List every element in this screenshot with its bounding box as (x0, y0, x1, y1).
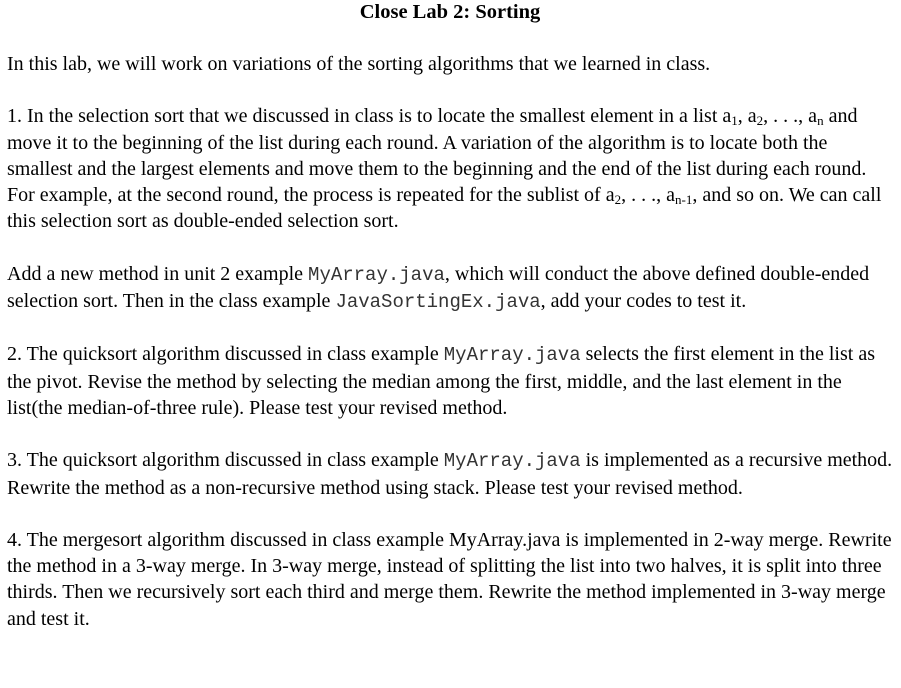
item-2-paragraph (7, 341, 893, 421)
item-3-text-b: is implemented as a recursive method. Rewrite the method as a non-recursive method using stack. Please test your revised method. (7, 449, 893, 499)
code-javasortingex: JavaSortingEx.java (335, 291, 541, 314)
item-1-text-f: , and so on. We can call this selection sort as double-ended selection sort. (7, 184, 882, 233)
code-myarray: MyArray.java (308, 263, 445, 286)
intro-text: In this lab, we will work on variations of the sorting algorithms that we learned in class. (7, 53, 711, 75)
item-1-paragraph (7, 103, 893, 234)
subscript-2: 2 (756, 113, 764, 129)
code-myarray-2: MyArray.java (443, 344, 581, 367)
item-4-paragraph (7, 527, 893, 632)
code-myarray-3: MyArray.java (443, 450, 581, 473)
add-method-paragraph (7, 261, 893, 316)
item-1-text-e: , . . ., a (621, 184, 675, 207)
item-1-text-b: , a (737, 105, 757, 128)
subscript-n-minus-1: n-1 (675, 192, 693, 208)
subscript-n: n (817, 113, 824, 129)
item-1-text-d: and move it to the beginning of the list during each round. A variation of the algorithm is to locate both the smallest and the largest elements and move them to the beginning and the end of the list during each round. For example, at the second round, the process is repeated for the sublist of a (7, 105, 867, 207)
item-3-paragraph (7, 447, 893, 501)
subscript-2b: 2 (614, 192, 622, 208)
item-4-text: 4. The mergesort algorithm discussed in class example MyArray.java is implemented in 2-way merge. Rewrite the method in a 3-way merge. In 3-way merge, instead of splitting the list into two halves, it is split into three thirds. Then we recursively sort each third and merge them. Rewrite the method implemented in 3-way merge and test it. (7, 528, 892, 630)
add-text-b: , which will conduct the above defined double-ended selection sort. Then in the class example (7, 262, 870, 313)
add-text-a: Add a new method in unit 2 example (7, 262, 309, 285)
item-2-text-a: 2. The quicksort algorithm discussed in class example (7, 343, 444, 366)
intro-paragraph (7, 51, 893, 77)
add-text-c: , add your codes to test it. (540, 290, 747, 313)
item-2-text-b: selects the first element in the list as the pivot. Revise the method by selecting the median among the first, middle, and the last element in the list(the median-of-three rule). Please test your revised method. (7, 343, 875, 419)
subscript-1: 1 (731, 113, 738, 129)
document-page (7, 0, 893, 632)
item-1-text-c: , . . ., a (763, 105, 818, 128)
item-1-text-a: 1. In the selection sort that we discussed in class is to locate the smallest element in a list a (7, 105, 732, 128)
item-3-text-a: 3. The quicksort algorithm discussed in class example (7, 449, 444, 472)
page-title: Close Lab 2: Sorting (359, 1, 541, 23)
